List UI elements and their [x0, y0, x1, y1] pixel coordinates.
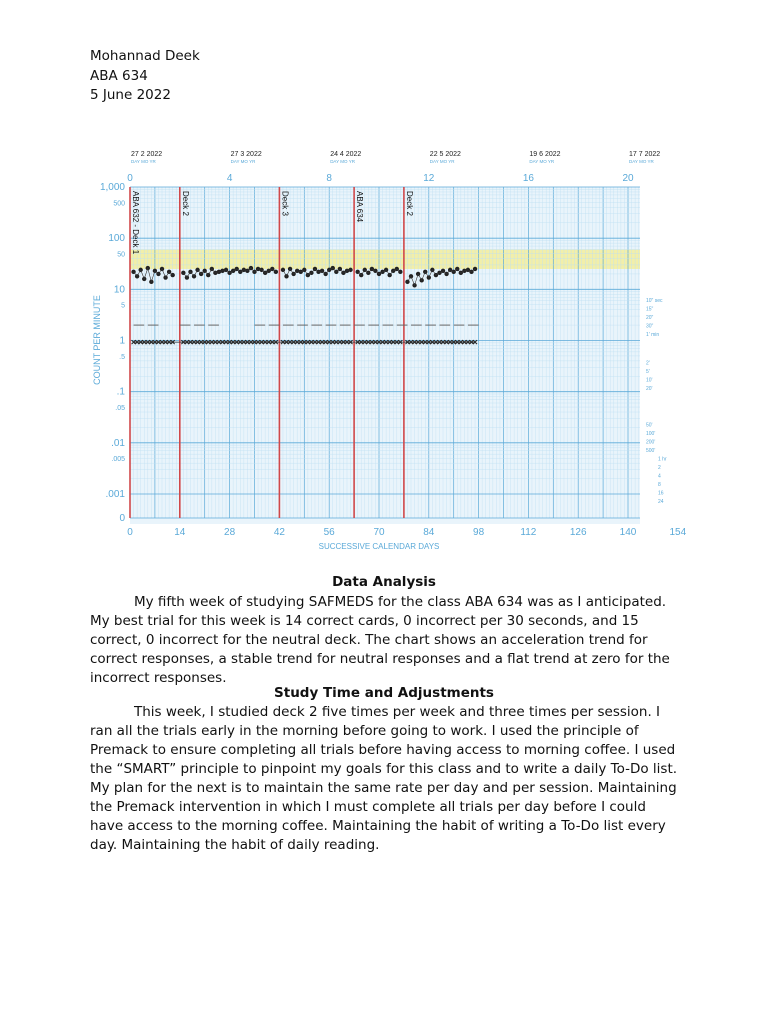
y-axis-label: COUNT PER MINUTE	[92, 295, 102, 385]
y-tick-label: .01	[111, 437, 125, 449]
y-tick-label: .1	[116, 386, 125, 398]
right-record-label: 2'	[646, 360, 650, 367]
right-record-label: 10'	[646, 377, 653, 384]
paragraph-study-time	[90, 703, 678, 855]
x-tick-label-bottom: 56	[323, 527, 335, 538]
x-tick-label-bottom: 14	[174, 527, 186, 538]
date-label-sub: DAY MO YR	[629, 159, 654, 164]
section-title-data-analysis: Data Analysis	[332, 574, 436, 590]
y-tick-label: 100	[108, 233, 125, 245]
y-tick-label: 0	[119, 513, 125, 524]
paragraph-text: My fifth week of studying SAFMEDS for the class ABA 634 was as I anticipated. My best trial for this week is 14 correct cards, 0 incorrect per 30 seconds, and 15 correct, 0 incorrect for the neutral deck. The chart shows an acceleration trend for correct responses, a stable trend for neutral responses and a flat trend at zero for the incorrect responses.	[90, 594, 670, 686]
plot-area	[130, 187, 640, 524]
y-tick-label: .5	[119, 353, 125, 361]
date-label-sub: DAY MO YR	[330, 159, 355, 164]
phase-line-label: ABA 634	[355, 191, 365, 223]
y-tick-label: .005	[111, 456, 125, 464]
date-label-sub: DAY MO YR	[429, 159, 455, 164]
x-tick-label-bottom: 154	[669, 527, 687, 538]
date-label: 17 7 2022	[629, 151, 661, 158]
phase-line-label: Deck 3	[280, 191, 290, 216]
date-label: 19 6 2022	[529, 151, 561, 158]
date-label-sub: DAY MO YR	[230, 159, 256, 164]
right-record-label: 4	[658, 473, 661, 480]
course-code: ABA 634	[90, 67, 148, 84]
y-tick-label: 1	[119, 335, 125, 347]
phase-line-label: ABA 632 - Deck 1	[131, 191, 140, 255]
right-record-label: 15"	[646, 306, 654, 313]
right-record-label: 200'	[646, 439, 656, 446]
x-tick-label-bottom: 70	[373, 527, 385, 538]
document-header	[90, 47, 200, 106]
x-tick-label-top: 8	[326, 173, 332, 184]
section-title-study-time: Study Time and Adjustments	[274, 685, 494, 701]
right-record-label: 8	[658, 482, 661, 488]
document-date: 5 June 2022	[90, 87, 171, 103]
author-name: Mohannad Deek	[90, 48, 200, 64]
x-tick-label-bottom: 0	[127, 527, 133, 538]
date-label: 27 3 2022	[230, 151, 262, 158]
y-tick-label: 5	[121, 302, 125, 310]
right-record-label: 2	[658, 465, 661, 471]
aim-band	[130, 250, 640, 269]
right-record-label: 16	[658, 490, 664, 497]
right-record-label: 1 hr	[658, 456, 667, 463]
x-tick-label-top: 0	[127, 173, 133, 184]
paragraph-data-analysis	[90, 593, 678, 688]
standard-celeration-chart	[90, 140, 687, 557]
date-label-sub: DAY MO YR	[131, 159, 156, 164]
x-axis-label: SUCCESSIVE CALENDAR DAYS	[318, 542, 440, 551]
right-record-label: 10" sec	[646, 298, 663, 304]
date-label: 22 5 2022	[429, 151, 461, 158]
right-record-label: 100'	[646, 431, 656, 437]
right-record-label: 5'	[646, 369, 650, 375]
chart-svg	[90, 140, 687, 557]
x-tick-label-top: 4	[226, 173, 233, 184]
date-label: 24 4 2022	[330, 151, 362, 158]
y-tick-label: 50	[117, 251, 125, 259]
x-tick-label-bottom: 28	[224, 527, 236, 538]
x-tick-label-top: 16	[522, 173, 534, 184]
y-tick-label: 500	[113, 200, 125, 208]
phase-line-label: Deck 2	[404, 191, 414, 216]
x-tick-label-top: 20	[622, 173, 634, 184]
date-label: 27 2 2022	[131, 151, 163, 158]
y-tick-label: .001	[105, 489, 125, 500]
y-tick-label: .05	[115, 405, 125, 413]
x-tick-label-bottom: 84	[423, 527, 435, 538]
x-tick-label-bottom: 42	[273, 527, 285, 538]
right-record-label: 24	[658, 499, 664, 505]
date-label-sub: DAY MO YR	[529, 159, 555, 164]
x-tick-label-bottom: 98	[473, 527, 485, 538]
x-tick-label-bottom: 126	[569, 527, 587, 538]
right-record-label: 20'	[646, 386, 653, 392]
x-tick-label-top: 12	[423, 173, 435, 184]
right-record-label: 1' min	[646, 332, 660, 338]
x-tick-label-bottom: 140	[619, 527, 637, 538]
right-record-label: 500'	[646, 448, 656, 454]
right-record-label: 20"	[646, 315, 654, 321]
paragraph-text: This week, I studied deck 2 five times per week and three times per session. I ran all the trials early in the morning before going to work. I used the principle of Premack to ensure completing all trials before having access to morning coffee. I used the “SMART” principle to pinpoint my goals for this class and to write a daily To-Do list. My plan for the next is to maintain the same rate per day and per session. Maintaining the Premack intervention in which I must complete all trials per day before I could have access to the morning coffee. Maintaining the habit of writing a To-Do list every day. Maintaining the habit of daily reading.	[90, 704, 678, 853]
right-record-label: 50'	[646, 422, 653, 429]
phase-line-label: Deck 2	[180, 191, 190, 216]
right-record-label: 30"	[646, 323, 654, 330]
y-tick-label: 1,000	[99, 182, 125, 193]
x-tick-label-bottom: 112	[520, 527, 537, 538]
y-tick-label: 10	[113, 284, 125, 296]
